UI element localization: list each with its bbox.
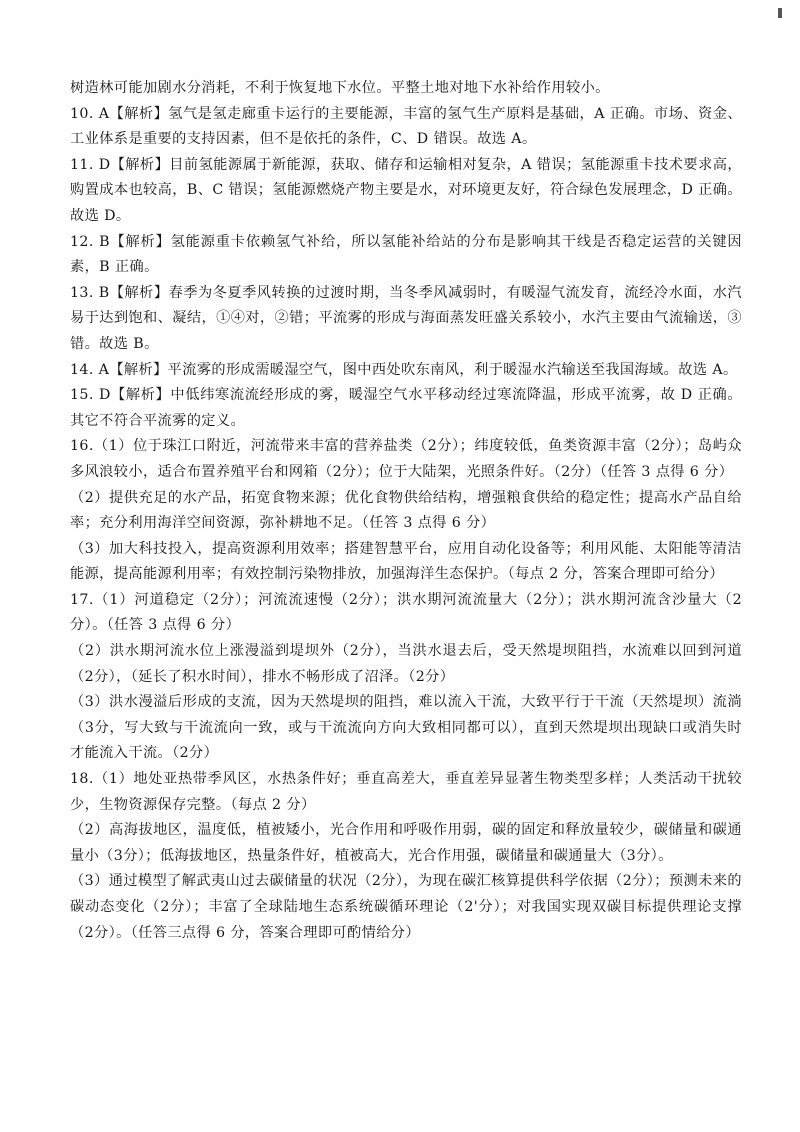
scan-corner-mark [778,8,782,18]
paragraph-continuation: 树造林可能加剧水分消耗，不利于恢复地下水位。平整土地对地下水补给作用较小。 [70,80,610,96]
answer-17-part-3: （3）洪水漫溢后形成的支流，因为天然堤坝的阻挡，难以流入干流，大致平行于干流（天然堤坝）流淌（3分，写大致与干流流向一致，或与干流流向方向大致相同都可以），直到天然堤坝出现缺口或消失时才能流入干流。（2分） [70,694,742,762]
answer-18-part-3: （3）通过模型了解武夷山过去碳储量的状况（2分），为现在碳汇核算提供科学依据（2分）；预测未来的碳动态变化（2分）；丰富了全球陆地生态系统碳循环理论（2'分）；对我国实现双碳目标提供理论支撑（2分）。（任答三点得 6 分，答案合理即可酌情给分） [70,873,742,941]
answer-15: 15. D【解析】中低纬寒流流经形成的雾，暖湿空气水平移动经过寒流降温，形成平流雾，故 D 正确。其它不符合平流雾的定义。 [70,387,742,429]
answer-18-part-2: （2）高海拔地区，温度低，植被矮小，光合作用和呼吸作用弱，碳的固定和释放量较少，碳储量和碳通量小（3分）；低海拔地区，热量条件好，植被高大，光合作用强，碳储量和碳通量大（3分）。 [70,822,742,864]
answer-18-part-1: 18.（1）地处亚热带季风区，水热条件好；垂直高差大，垂直差异显著生物类型多样；人类活动干扰较少，生物资源保存完整。（每点 2 分） [70,771,742,813]
answer-12: 12. B【解析】氢能源重卡依赖氢气补给，所以氢能补给站的分布是影响其干线是否稳定运营的关键因素，B 正确。 [70,233,742,276]
answer-17-part-2: （2）洪水期河流水位上涨漫溢到堤坝外（2分），当洪水退去后，受天然堤坝阻挡，水流难以回到河道（2分），（延长了积水时间），排水不畅形成了沼泽。（2分） [70,643,742,685]
answer-13: 13. B【解析】春季为冬夏季风转换的过渡时期，当冬季风减弱时，有暖湿气流发育，流经冷水面，水汽易于达到饱和、凝结，①④对，②错；平流雾的形成与海面蒸发旺盛关系较小，水汽主要由气流输送，③错。故选 B。 [70,284,742,352]
answer-16-part-1: 16.（1）位于珠江口附近，河流带来丰富的营养盐类（2分）；纬度较低，鱼类资源丰富（2分）；岛屿众多风浪较小，适合布置养殖平台和网箱（2分）；位于大陆架，光照条件好。（2分）（任答 3 点得 6 分） [70,438,742,480]
answer-14: 14. A【解析】平流雾的形成需暖湿空气，图中西处吹东南风，利于暖湿水汽输送至我国海域。故选 A。 [70,361,738,378]
answer-11: 11. D【解析】目前氢能源属于新能源，获取、储存和运输相对复杂，A 错误；氢能源重卡技术要求高，购置成本也较高，B、C 错误；氢能源燃烧产物主要是水，对环境更友好，符合绿色发展理念，D 正确。故选 D。 [70,156,742,224]
answer-key-page [70,76,742,946]
answer-16-part-3: （3）加大科技投入，提高资源利用效率；搭建智慧平台，应用自动化设备等；利用风能、太阳能等清洁能源，提高能源利用率；有效控制污染物排放，加强海洋生态保护。（每点 2 分，答案合理即可给分） [70,540,742,583]
answer-16-part-2: （2）提供充足的水产品，拓宽食物来源；优化食物供给结构，增强粮食供给的稳定性；提高水产品自给率；充分利用海洋空间资源，弥补耕地不足。（任答 3 点得 6 分） [70,489,742,532]
answer-10: 10. A【解析】氢气是氢走廊重卡运行的主要能源，丰富的氢气生产原料是基础，A 正确。市场、资金、工业体系是重要的支持因素，但不是依托的条件，C、D 错误。故选 A。 [70,105,742,148]
answer-17-part-1: 17.（1）河道稳定（2分）；河流流速慢（2分）；洪水期河流流量大（2分）；洪水期河流含沙量大（2分）。（任答 3 点得 6 分） [70,591,742,634]
